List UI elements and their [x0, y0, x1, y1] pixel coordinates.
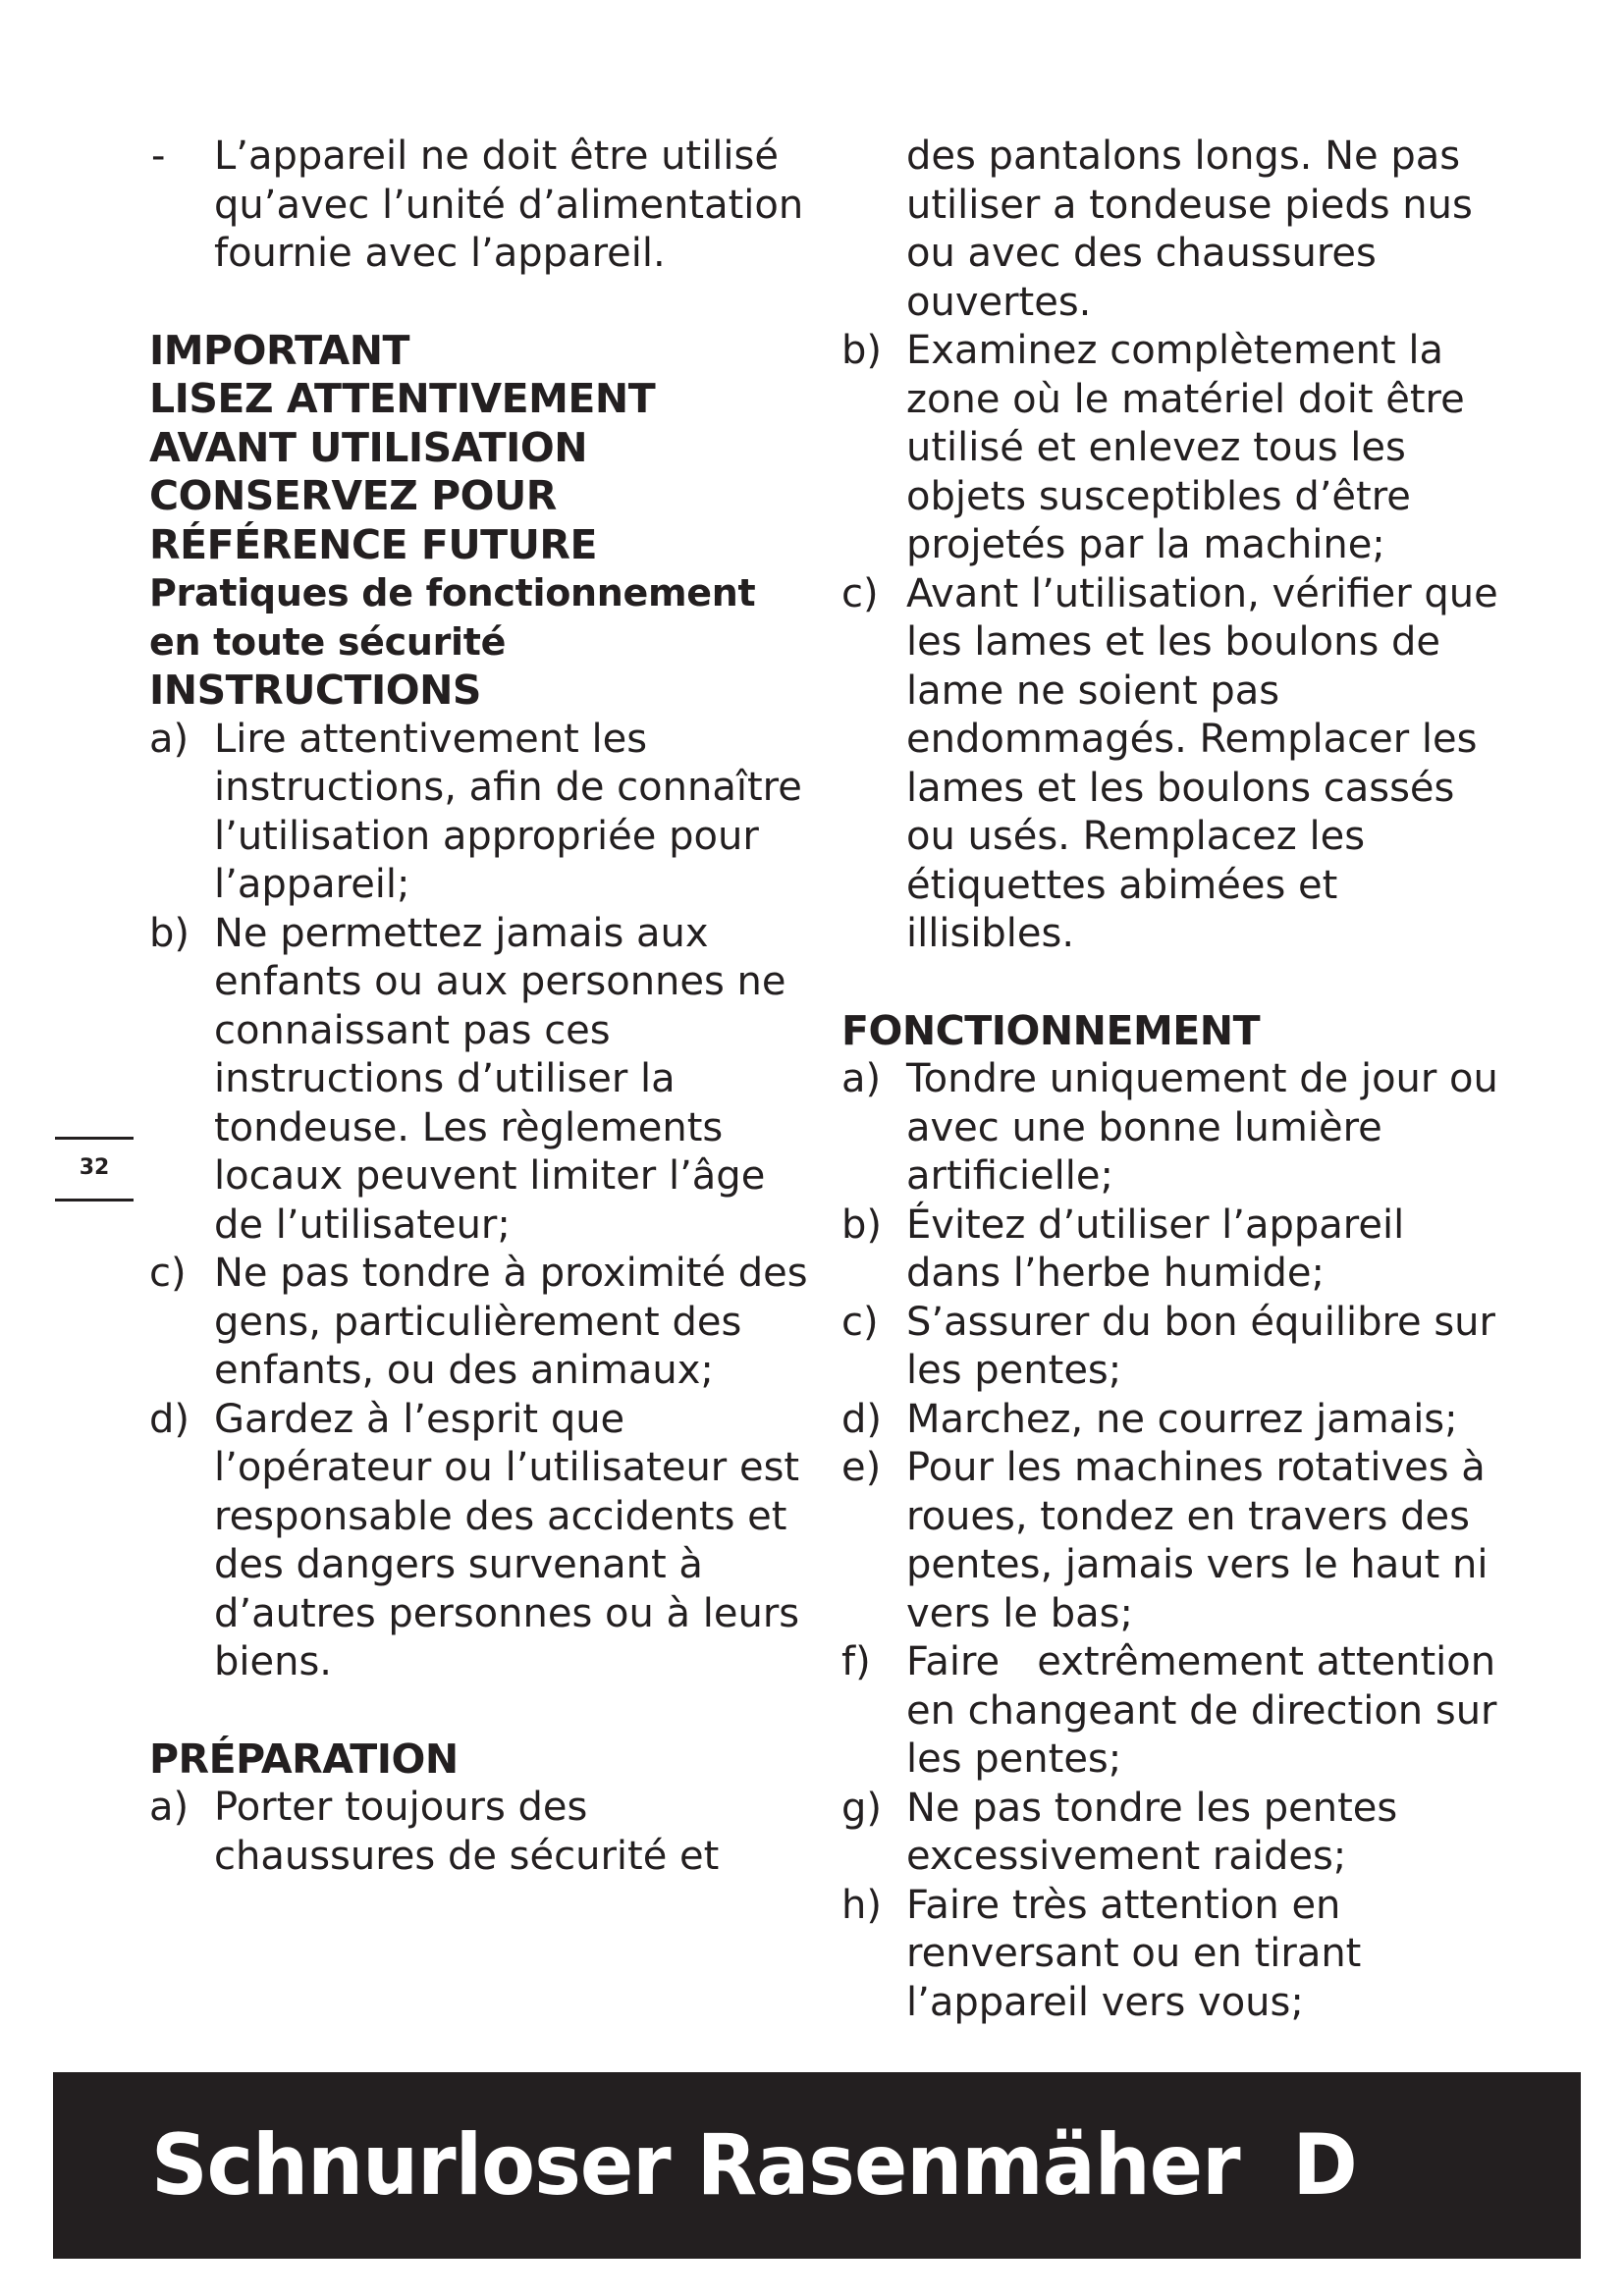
list-item-text: Ne pas tondre les pentes excessivement raides; [906, 1785, 1398, 1879]
list-item-text: Faire très attention en renversant ou en tirant l’appareil vers vous; [906, 1882, 1362, 2025]
list-marker: d) [149, 1396, 189, 1442]
list-marker: b) [841, 1201, 882, 1248]
page-number-marker [55, 1137, 134, 1201]
footer-banner [53, 2072, 1581, 2259]
subheading-safe-practices: Pratiques de fonctionnement en toute sécurité [149, 571, 756, 664]
heading-keep: CONSERVEZ POUR [149, 472, 557, 519]
footer-title: Schnurloser Rasenmäher D [151, 2116, 1357, 2215]
list-marker: f) [841, 1639, 871, 1684]
list-item [841, 1638, 1509, 1785]
list-item [149, 1250, 817, 1396]
right-column [841, 133, 1509, 2027]
list-marker: c) [841, 1299, 879, 1345]
page-number-rule-bottom [55, 1199, 134, 1201]
list-item [841, 1396, 1509, 1445]
intro-text: L’appareil ne doit être utilisé qu’avec l’unité d’alimentation fournie avec l’appareil. [214, 133, 804, 276]
heading-future-reference: RÉFÉRENCE FUTURE [149, 520, 597, 568]
heading-preparation: PRÉPARATION [149, 1735, 459, 1783]
list-marker: e) [841, 1445, 882, 1490]
list-marker: d) [841, 1396, 882, 1442]
list-item-text: Gardez à l’esprit que l’opérateur ou l’utilisateur est responsable des accidents et des dangers survenant à d’autres personnes ou à leurs biens. [214, 1396, 800, 1684]
page-number: 32 [79, 1155, 110, 1180]
list-item [149, 910, 817, 1251]
heading-read-carefully: LISEZ ATTENTIVEMENT [149, 375, 656, 422]
list-item [841, 327, 1509, 570]
list-item-text: Pour les machines rotatives à roues, tondez en travers des pentes, jamais vers le haut ni vers le bas; [906, 1445, 1489, 1636]
list-item [841, 570, 1509, 959]
list-item [841, 1882, 1509, 2028]
heading-before-use: AVANT UTILISATION [149, 423, 588, 471]
list-marker: c) [149, 1251, 187, 1296]
page-number-rule-top [55, 1137, 134, 1140]
list-item [149, 716, 817, 910]
list-marker: b) [149, 910, 189, 956]
list-item-text: Examinez complètement la zone où le matériel doit être utilisé et enlevez tous les objets susceptibles d’être projetés par la machine; [906, 328, 1465, 567]
list-item-text: Évitez d’utiliser l’appareil dans l’herbe humide; [906, 1201, 1405, 1296]
list-marker: b) [841, 328, 882, 373]
list-marker: - [151, 133, 166, 179]
heading-important: IMPORTANT [149, 326, 409, 374]
list-item-text: S’assurer du bon équilibre sur les pentes; [906, 1299, 1495, 1393]
list-item [841, 1055, 1509, 1201]
list-item-text: Ne pas tondre à proximité des gens, particulièrement des enfants, ou des animaux; [214, 1251, 808, 1393]
list-item [841, 1299, 1509, 1396]
list-marker: h) [841, 1882, 882, 1928]
list-item [149, 1396, 817, 1687]
list-item [841, 1785, 1509, 1882]
list-item-text: Lire attentivement les instructions, afin de connaître l’utilisation appropriée pour l’appareil; [214, 716, 802, 907]
list-item [841, 1444, 1509, 1638]
continued-text: des pantalons longs. Ne pas utiliser a tondeuse pieds nus ou avec des chaussures ouvertes. [906, 133, 1473, 325]
list-marker: a) [841, 1056, 882, 1101]
list-marker: a) [149, 1785, 189, 1830]
heading-operation: FONCTIONNEMENT [841, 1006, 1261, 1054]
list-item-text: Marchez, ne courrez jamais; [906, 1396, 1458, 1442]
list-marker: g) [841, 1785, 882, 1831]
list-item-text: Tondre uniquement de jour ou avec une bonne lumière artificielle; [906, 1056, 1498, 1199]
list-item-text: Avant l’utilisation, vérifier que les lames et les boulons de lame ne soient pas endommagés. Remplacer les lames et les boulons cassés ou usés. Remplacez les étiquettes abimées et illisibles. [906, 570, 1498, 956]
list-item-text: Porter toujours des chaussures de sécurité et [214, 1785, 720, 1879]
left-column [149, 133, 817, 1881]
list-item [841, 1201, 1509, 1299]
heading-instructions: INSTRUCTIONS [149, 667, 481, 714]
list-marker: a) [149, 716, 189, 762]
list-item [149, 1784, 817, 1881]
intro-item [149, 133, 817, 279]
list-marker: c) [841, 570, 879, 616]
list-item-text: Faire extrêmement attention en changeant de direction sur les pentes; [906, 1639, 1510, 1782]
list-item-text: Ne permettez jamais aux enfants ou aux personnes ne connaissant pas ces instructions d’utiliser la tondeuse. Les règlements locaux peuvent limiter l’âge de l’utilisateur; [214, 910, 786, 1248]
